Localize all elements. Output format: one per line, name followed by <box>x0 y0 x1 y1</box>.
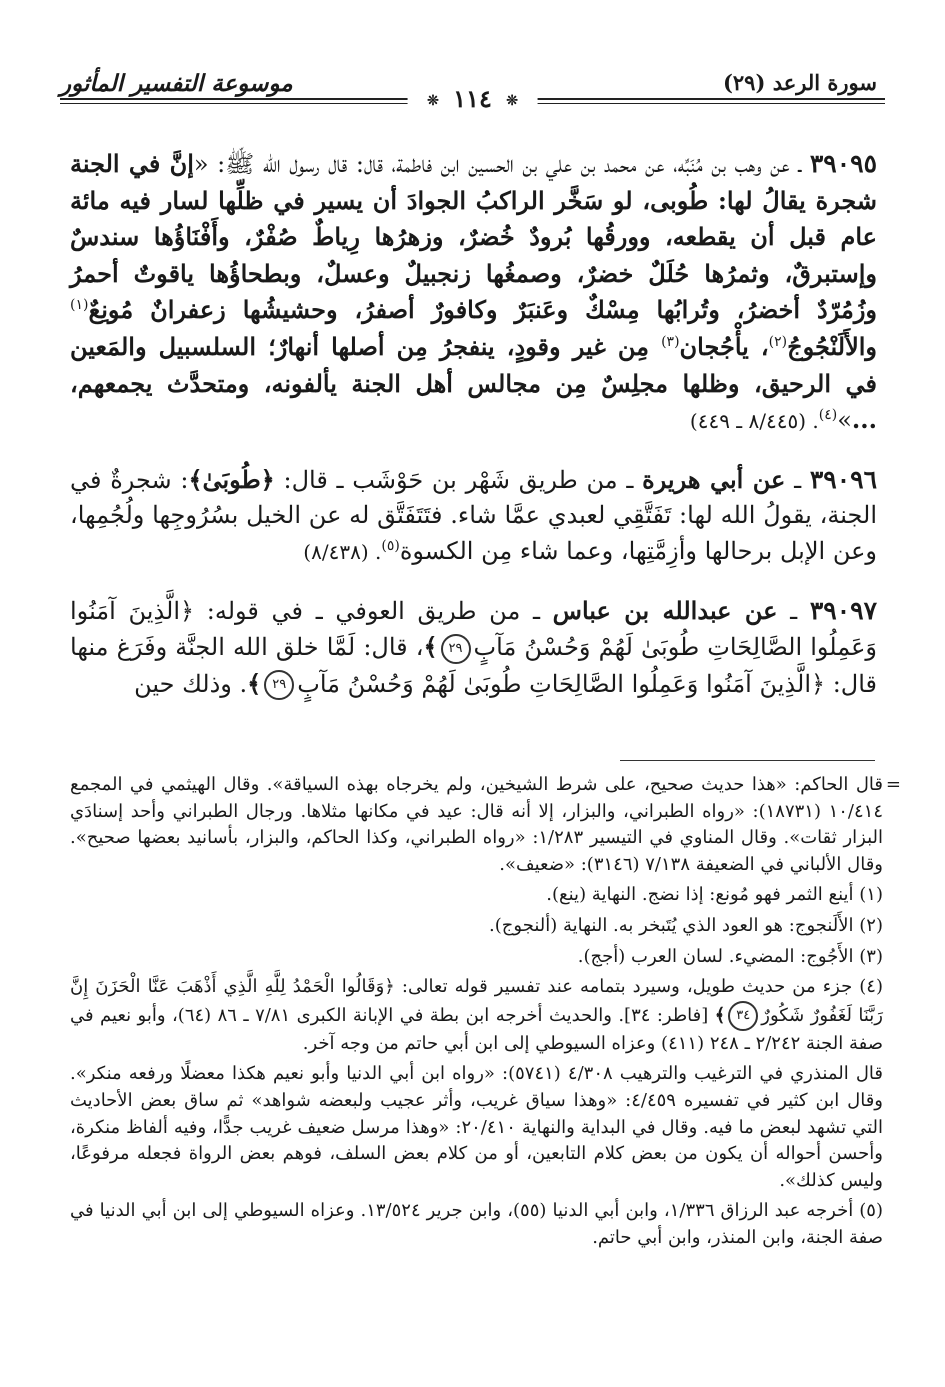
footnote-continuation <box>70 772 901 878</box>
entry-number: ٣٩٠٩٥ <box>809 149 877 178</box>
footnote-text: قال الحاكم: «هذا حديث صحيح، على شرط الشيخين، ولم يخرجاه بهذه السياقة». وقال الهيثمي في المجمع ١٠/٤١٤ (١٨٧٣١): «رواه الطبراني، والبزار، إلا أنه قال: عيد في مكانها مثلاها. ورجال الطبراني وأحد إسنادَي البزار ثقات». وقال المناوي في التيسير ١/٢٨٣: «رواه الطبراني، وكذا الحاكم، والبزار، بأسانيد بعضها صحيح». وقال الألباني في الضعيفة ٧/١٣٨ (٣١٤٦): «ضعيف». <box>70 774 884 875</box>
hadith-text: مِن غير وقودٍ، ينفجرُ مِن أصلها أنهارٌ؛ السلسبيل والمَعين في الرحيق، وظلها مجلِسٌ مِن مجالس أهل الجنة يألفونه، ومتحدَّث يجمعهم، ... <box>70 331 877 435</box>
entry-text: . وذلك حين <box>134 669 248 698</box>
footnotes <box>70 772 901 1256</box>
volume-reference: . (٨/٤٣٨) <box>303 539 382 564</box>
narrator-name: عن أبي هريرة <box>642 464 786 494</box>
volume-reference: . (٨/٤٤٥ ـ ٤٤٩) <box>689 409 819 434</box>
page-number-block <box>407 84 538 113</box>
entry-text: : شجرةٌ في الجنة، يقولُ الله لها: تَفَتَّقِي لعبدي عمَّا شاء. فتَتَفَتَّق له عن الخيل بسُرُوجِها ولُجُمِها، وعن الإبل برحالها وأزِمَّتِها، وعما شاء مِن الكسوة <box>70 465 877 565</box>
quran-verse: ﴿الَّذِينَ آمَنُوا وَعَمِلُوا الصَّالِحَاتِ طُوبَىٰ لَهُمْ وَحُسْنُ مَآبٍ <box>70 596 877 662</box>
hadith-text: ، يأْجُجان <box>679 331 769 361</box>
entry-number: ٣٩٠٩٧ <box>809 595 877 625</box>
entry-text: ـ <box>785 465 802 494</box>
narrator-name: عن عبدالله بن عباس <box>552 595 778 625</box>
footnote-4 <box>70 974 883 1057</box>
book-running-head: موسوعة التفسير المأثور <box>60 70 293 97</box>
footnote-ref: (٣) <box>661 333 680 350</box>
footnote-5: (٥) أخرجه عبد الرزاق ١/٣٣٦، وابن أبي الدنيا (٥٥)، وابن جرير ١٣/٥٢٤. وعزاه السيوطي إلى ابن أبي الدنيا في صفة الجنة، وابن المنذر، وابن أبي حاتم. <box>70 1200 883 1248</box>
bracket-close: ﴾ <box>714 1004 726 1026</box>
bracket-close: ﴾ <box>247 668 262 698</box>
entry-chain: ـ من طريق العوفي ـ في قوله: <box>194 596 553 625</box>
entry-chain: ـ من طريق شَهْر بن حَوْشَب ـ قال: <box>274 465 643 494</box>
footnote-1: (١) أينع الثمر فهو مُونع: إذا نضج. النهاية (ينع). <box>546 884 883 906</box>
footnote-divider <box>620 760 875 761</box>
entry-number: ٣٩٠٩٦ <box>809 464 877 494</box>
footnote-2: (٢) الأَلَنجوج: هو العود الذي يُتَبخر به. النهاية (ألنجوج). <box>489 914 883 936</box>
entry-text: ـ <box>777 596 798 625</box>
footnote-ref: (٤) <box>818 407 838 424</box>
surah-running-head: سورة الرعد (٢٩) <box>722 70 877 95</box>
ornament-icon: ❊ <box>506 92 518 109</box>
main-text <box>70 146 877 724</box>
hadith-entry <box>70 462 877 571</box>
ornament-icon: ❊ <box>427 92 439 109</box>
footnote-4-continued: قال المنذري في الترغيب والترهيب ٤/٣٠٨ (٥٧٤١): «رواه ابن أبي الدنيا وأبو نعيم هكذا معضلًا ورفعه منكر». وقال ابن كثير في تفسيره ٤/٤٥٩: «وهذا سياق غريب، وأثر عجيب ولبعضه شواهد» ثم ساق بعض الأحاديث التي تشهد لبعض ما فيه. وقال في البداية والنهاية ٢٠/٤١٠: «وهذا مرسل ضعيف غريب جدًّا، وفيه ألفاظ منكرة، وأحسن أحواله أن يكون من بعض كلام التابعين، أو من كلام بعض السلف، فوهم بعض الرواة فجعله مرفوعًا، وليس كذلك». <box>70 1063 883 1191</box>
footnote-ref: (٥) <box>381 537 400 554</box>
verse-number-icon: ٣٤ <box>728 1001 758 1031</box>
hadith-text: والأَلَنْجُوجُ <box>787 331 878 361</box>
hadith-entry <box>70 146 877 440</box>
footnote-ref: (٢) <box>768 333 788 350</box>
hadith-text: إنَّ في الجنة شجرة يقالُ لها: طُوبى، لو سَخَّر الراكبُ الجوادَ أن يسير في ظلِّها لسار فيه مائة عام قبل أن يقطعه، وورقُها بُرودٌ خُضرٌ، وزهرُها رِياطٌ صُفْرٌ، وأَفْنَاؤُها سندسٌ وإستبرقٌ، وثمرُها حُلَلٌ خضرٌ، وصمغُها زنجبيلٌ وعسلٌ، وبطحاؤُها ياقوتٌ أحمرُ وزُمُرّدٌ أخضرُ، وتُرابُها مِسْكٌ وعَنبَرٌ وكافورٌ أصفرُ، وحشيشُها زعفرانٌ مُونِعٌ <box>70 149 877 325</box>
footnote-ref: (١) <box>70 297 89 314</box>
footnote-text: [فاطر: ٣٤]. والحديث أخرجه ابن بطة في الإبانة الكبرى ٧/٨١ ـ ٨٦ (٦٤)، وأبو نعيم في صفة الجنة ٢/٢٤٢ ـ ٢٤٨ (٤١١) وعزاه السيوطي إلى ابن أبي حاتم من وجه آخر. <box>70 1004 883 1054</box>
bracket-close: ﴾ <box>423 632 438 662</box>
entry-text: ، قال: لَمَّا خلق الله الجنَّة وفَرَغ منها قال: <box>70 633 877 698</box>
page-number: ١١٤ <box>453 84 492 113</box>
hadith-entry <box>70 593 877 703</box>
quran-word: ﴿طُوبَىٰ﴾ <box>188 464 275 494</box>
footnote-text: (٤) جزء من حديث طويل، وسيرد بتمامه عند تفسير قوله تعالى: <box>394 976 883 998</box>
continuation-mark: = <box>885 774 901 795</box>
verse-number-icon: ٢٩ <box>441 634 471 664</box>
entry-chain: ـ عن وهب بن مُنَبِّه، عن محمد بن علي بن الحسين ابن فاطمة، قال: قال رسول الله ﷺ: « <box>193 150 802 178</box>
footnote-3: (٣) الأَجُوج: المضيء. لسان العرب (أجج). <box>577 945 883 967</box>
verse-number-icon: ٢٩ <box>264 670 294 700</box>
quran-verse: ﴿وَقَالُوا الْحَمْدُ لِلَّهِ الَّذِي أَذْهَبَ عَنَّا الْحَزَنَ إِنَّ رَبَّنَا لَغَفُورٌ شَكُورٌ <box>70 976 883 1026</box>
page-header <box>60 62 885 134</box>
quote-close: » <box>837 406 852 435</box>
quran-verse: ﴿الَّذِينَ آمَنُوا وَعَمِلُوا الصَّالِحَاتِ طُوبَىٰ لَهُمْ وَحُسْنُ مَآبٍ <box>297 669 826 698</box>
